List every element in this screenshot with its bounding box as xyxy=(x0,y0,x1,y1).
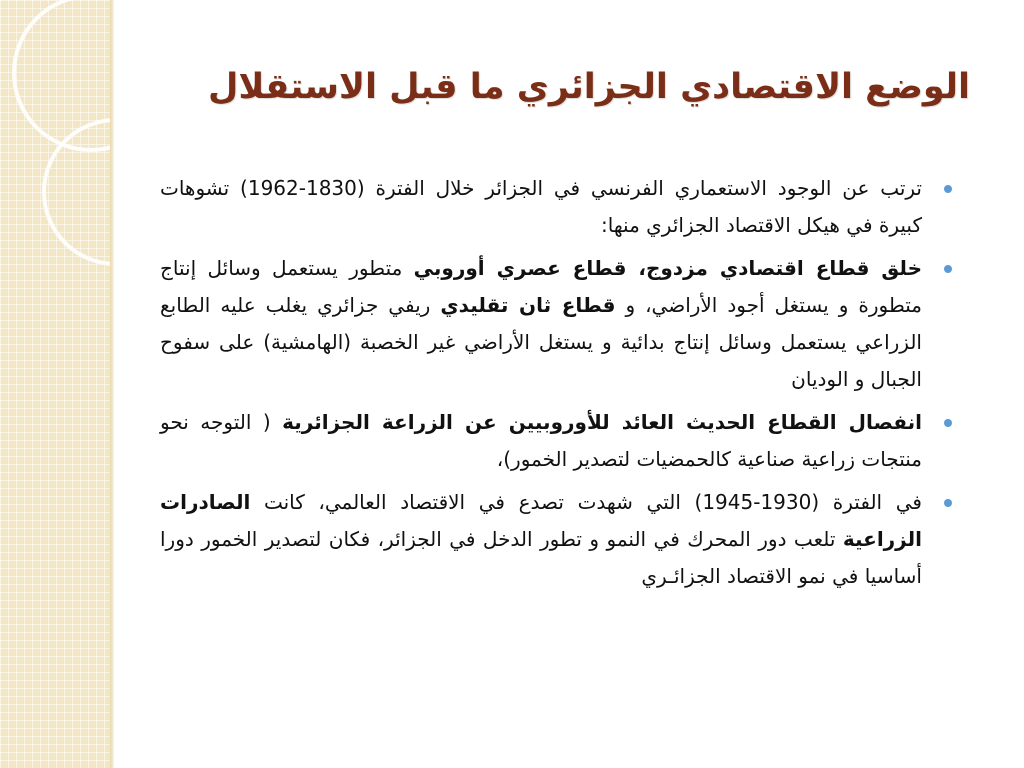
bullet-bold-text: قطاع ثان تقليدي xyxy=(440,293,616,317)
bullet-text: ( التوجه نحو منتجات زراعية صناعية كالحمضيات لتصدير الخمور)، xyxy=(160,410,922,471)
bullet-text: ترتب عن الوجود الاستعماري الفرنسي في الجزائر خلال الفترة (1830-1962) تشوهات كبيرة في هيكل الاقتصاد الجزائري منها: xyxy=(160,176,923,237)
slide-title: الوضع الاقتصادي الجزائري ما قبل الاستقلال xyxy=(208,67,970,107)
bullet-text: ريفي جزائري يغلب عليه الطابع الزراعي يستعمل وسائل إنتاج بدائية و يستغل الأراضي غير الخصبة (الهامشية) على سفوح الجبال و الوديان xyxy=(160,293,922,391)
side-strip-edge xyxy=(110,0,114,768)
bullet-bold-text: الصادرات الزراعية xyxy=(160,490,922,551)
slide-content xyxy=(160,170,958,601)
decorative-side-strip xyxy=(0,0,112,768)
bullet-item xyxy=(160,404,958,478)
bullet-list xyxy=(160,170,958,595)
bullet-item xyxy=(160,484,958,595)
bullet-text: تلعب دور المحرك في النمو و تطور الدخل في الجزائر، فكان لتصدير الخمور دورا أساسيا في نمو الاقتصاد الجزائـري xyxy=(160,527,922,588)
bullet-bold-text: خلق قطاع اقتصادي مزدوج، قطاع عصري أوروبي xyxy=(413,256,922,280)
bullet-item xyxy=(160,170,958,244)
bullet-item xyxy=(160,250,958,398)
bullet-bold-text: انفصال القطاع الحديث العائد للأوروبيين عن الزراعة الجزائرية xyxy=(282,410,922,434)
bullet-text: متطور يستعمل وسائل إنتاج متطورة و يستغل أجود الأراضي، و xyxy=(160,256,922,317)
bullet-text: في الفترة (1930-1945) التي شهدت تصدع في الاقتصاد العالمي، كانت xyxy=(250,490,922,514)
